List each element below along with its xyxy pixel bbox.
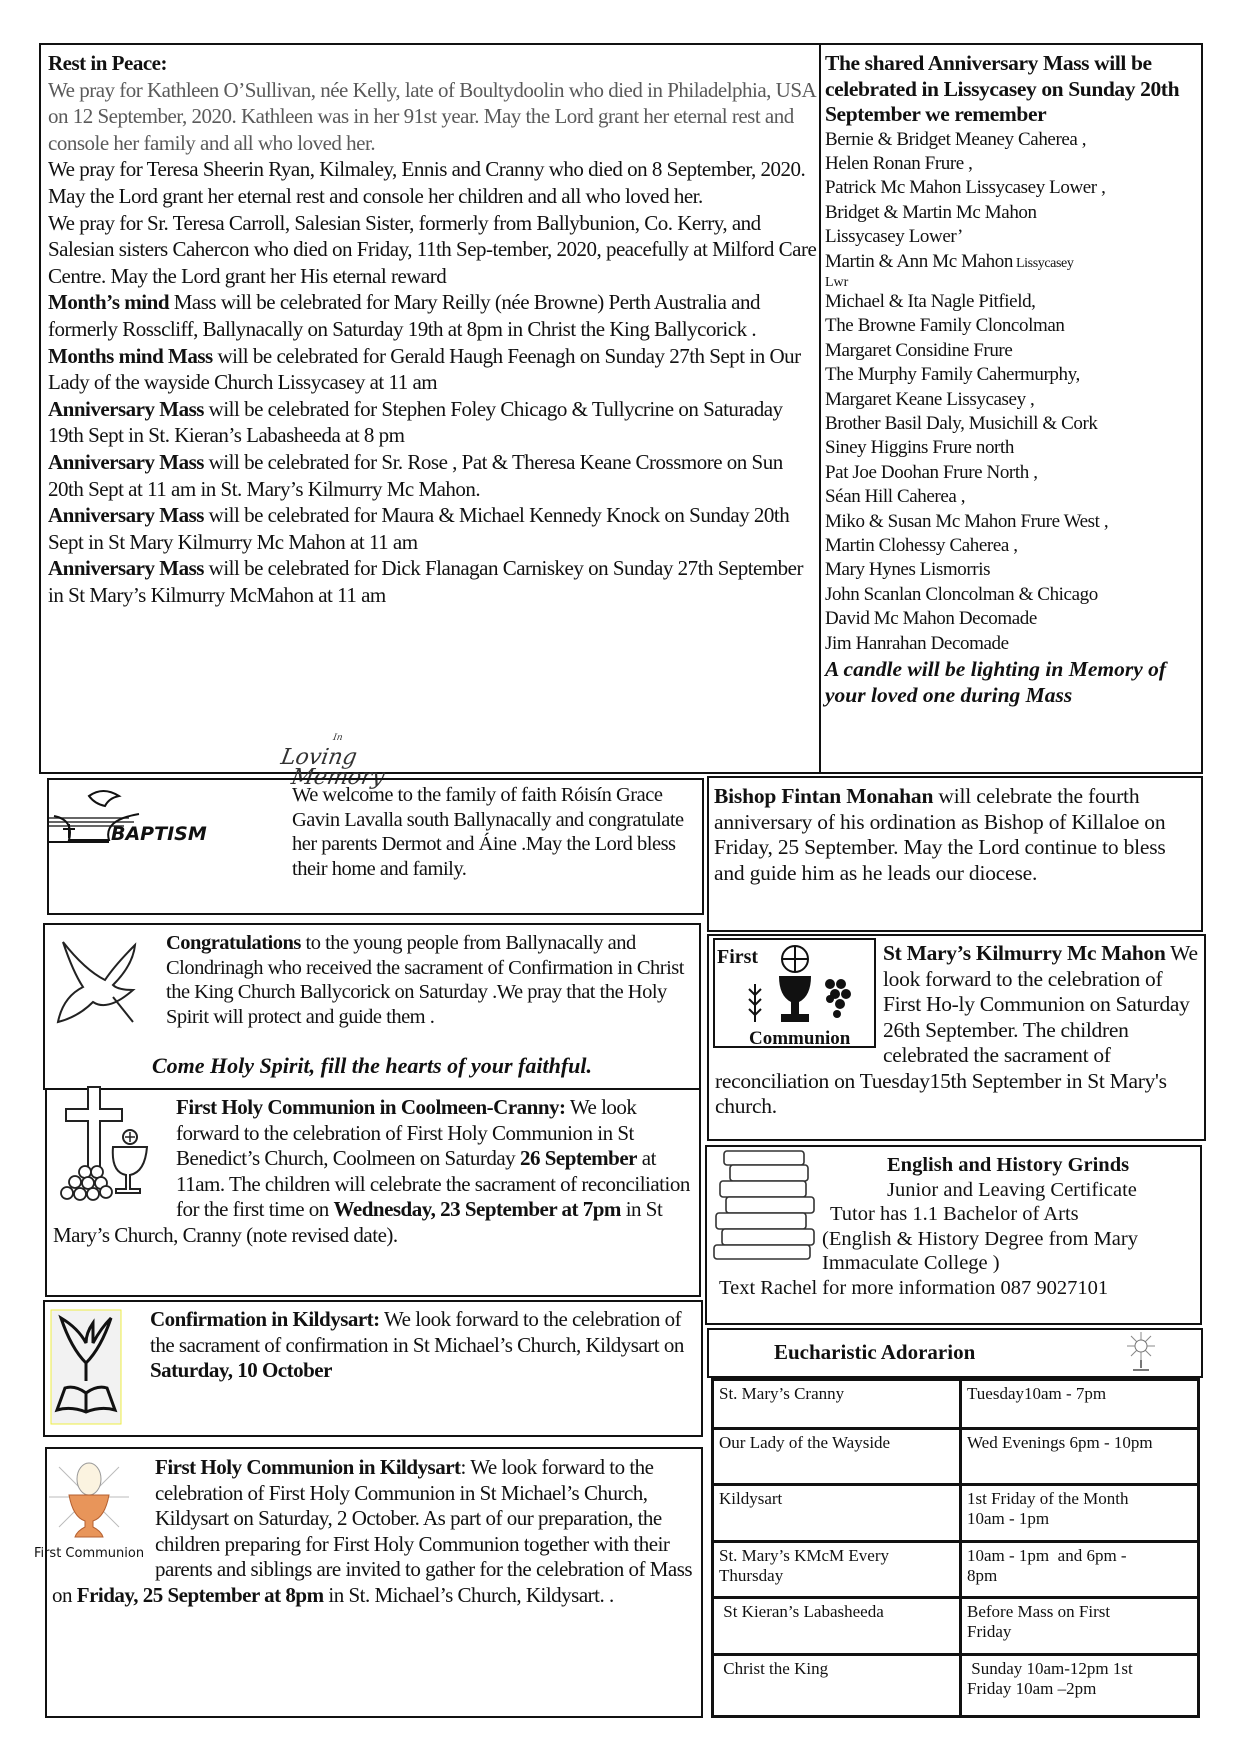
grinds-contact[interactable]: Text Rachel for more information 087 9027101 (719, 1276, 1109, 1299)
name-text: Margaret Keane Lissycasey , (825, 388, 1035, 410)
remembered-name (825, 225, 1200, 249)
name-text: Mary Hynes Lismorris (825, 559, 991, 581)
anniversary-paragraph (48, 555, 818, 608)
adoration-header (707, 1328, 1203, 1378)
remembered-name (825, 412, 1200, 436)
remembered-name (825, 314, 1200, 338)
adoration-place: Christ the King (714, 1656, 962, 1715)
name-text: Bernie & Bridget Meaney Caherea , (825, 128, 1087, 150)
adoration-row (714, 1596, 1197, 1652)
shared-anniversary-heading: The shared Anniversary Mass will be celebrated in Lissycasey on Sunday 20th September we remember (825, 51, 1180, 126)
remembered-name (825, 388, 1200, 412)
st-marys-communion-notice (707, 934, 1206, 1141)
bold-text: Bishop Fintan Monahan (714, 784, 934, 808)
text-segment: at 11am. The children will celebrate the sacrament of reconciliation for the first time on (176, 1146, 690, 1221)
adoration-place: St Kieran’s Labasheeda (714, 1599, 962, 1652)
adoration-place: Kildysart (714, 1486, 962, 1539)
text-segment: will be celebrated for Dick Flanagan Carniskey on Sunday 27th September in St Mary’s Kilmurry McMahon at 11 am (48, 556, 803, 607)
bold-text: First Holy Communion in Kildysart (155, 1455, 461, 1479)
name-text: John Scanlan Cloncolman & Chicago (825, 583, 1098, 605)
name-text: Siney Higgins Frure north (825, 437, 1014, 459)
confirmation-congratulations (43, 923, 701, 1090)
coolmeen-communion-notice (45, 1089, 701, 1297)
text-segment: We pray for Kathleen O’Sullivan, née Kelly, late of Boultydoolin who died in Philadelphia, USA on 12 September, 2020. Kathleen was in her 91st year. May the Lord grant her eternal rest and console her family and all who loved her. (48, 77, 816, 155)
remembered-name (825, 128, 1200, 152)
adoration-row (714, 1427, 1197, 1483)
anniversary-paragraph (48, 396, 818, 449)
remembered-name (825, 176, 1200, 200)
rip-paragraph (48, 210, 818, 290)
bold-text: Anniversary Mass (48, 396, 204, 421)
months-mind-paragraph (48, 289, 818, 342)
text-segment: We look forward to the celebration of First Ho-ly Communion on Saturday 26th September. The children celebrated the sacrament of reconciliation on Tuesday15th September in St Mary's church. (715, 941, 1198, 1118)
remembered-name (825, 583, 1200, 607)
name-text: David Mc Mahon Decomade (825, 608, 1037, 630)
remembered-name (825, 534, 1200, 558)
adoration-time: Before Mass on First Friday (967, 1602, 1115, 1642)
bold-text: Anniversary Mass (48, 449, 204, 474)
loving-memory-logo: In Loving Memory (275, 733, 387, 790)
baptism-text: We welcome to the family of faith Róisín Grace Gavin Lavalla south Ballynacally and congratulate her parents Dermot and Áine .May the Lord bless their home and family. (292, 784, 684, 880)
remembered-name (825, 510, 1200, 534)
bold-text: Congratulations (166, 932, 301, 954)
bold-text: Wednesday, 23 September at 7pm (333, 1197, 621, 1221)
grinds-level: Junior and Leaving Certificate (887, 1178, 1137, 1201)
coolmeen-text (53, 1095, 693, 1248)
text-segment: We look forward to the celebration of the sacrament of confirmation in St Michael’s Church, Kildysart on (150, 1307, 684, 1357)
baptism-dove-shell-icon (49, 788, 269, 844)
name-text: Michael & Ita Nagle Pitfield, (825, 290, 1036, 312)
grinds-degree: (English & History Degree from Mary Immaculate College ) (822, 1227, 1138, 1274)
adoration-time: 10am - 1pm and 6pm - 8pm (967, 1545, 1131, 1585)
remembered-name (825, 558, 1200, 582)
name-text: Lissycasey Lower’ (825, 226, 963, 248)
bold-text: First Holy Communion in Coolmeen-Cranny: (176, 1095, 566, 1119)
name-text: Brother Basil Daly, Musichill & Cork (825, 412, 1098, 434)
anniversary-paragraph (48, 502, 818, 555)
first-communion-icon: First Communion (713, 938, 876, 1048)
shared-anniversary-column (825, 51, 1200, 708)
name-suffix: Lissycasey (1012, 255, 1074, 271)
bold-text: Anniversary Mass (48, 556, 204, 581)
bold-text: Saturday, 10 October (150, 1358, 332, 1382)
remembered-name (825, 632, 1200, 656)
grinds-text (707, 1153, 1200, 1300)
adoration-place: Our Lady of the Wayside (714, 1430, 962, 1483)
adoration-time: 1st Friday of the Month 10am - 1pm (967, 1489, 1133, 1529)
remembered-name (825, 607, 1200, 631)
adoration-title: Eucharistic Adorarion (774, 1340, 976, 1364)
text-segment: will be celebrated for Gerald Haugh Feenagh on Sunday 27th Sept in Our Lady of the wayside Church Lissycasey at 11 am (48, 343, 801, 395)
text-segment: will be celebrated for Sr. Rose , Pat & Theresa Keane Crossmore on Sun 20th Sept at 11 am in St. Mary’s Kilmurry Mc Mahon. (48, 449, 783, 501)
bishop-text (714, 784, 1194, 886)
name-text: The Browne Family Cloncolman (825, 315, 1065, 337)
text-segment: to the young people from Ballynacally and Clondrinagh who received the sacrament of Confirmation in Christ the King Church Ballycorick on Saturday .We pray that the Holy Spirit will protect and guide them . (166, 932, 684, 1028)
bold-text: St Mary’s Kilmurry Mc Mahon (883, 941, 1166, 965)
adoration-place: St. Mary’s Cranny (714, 1381, 962, 1427)
name-text: Martin Clohessy Caherea , (825, 535, 1018, 556)
text-segment: will be celebrated for Maura & Michael Kennedy Knock on Sunday 20th Sept in St Mary Kilmurry Mc Mahon at 11 am (48, 503, 790, 554)
bold-text: 26 September (519, 1146, 637, 1170)
adoration-place: St. Mary’s KMcM Every Thursday (714, 1543, 962, 1596)
bold-text: Months mind Mass (48, 343, 213, 368)
rip-paragraph (48, 77, 818, 157)
kildysart-communion-text (52, 1455, 697, 1608)
anniversary-paragraph (48, 449, 818, 502)
name-text: The Murphy Family Cahermurphy, (825, 364, 1080, 386)
name-text: Jim Hanrahan Decomade (825, 632, 1009, 654)
name-text: Séan Hill Caherea , (825, 486, 966, 508)
bold-text: Anniversary Mass (48, 503, 204, 528)
adoration-row (714, 1540, 1197, 1596)
text-segment: : We look forward to the celebration of First Holy Communion in St Michael’s Church, Kildysart on Saturday, 2 October. As part of our preparation, the children preparing for First Holy Communion together with their parents and siblings are invited to gather for the celebration of Mass on (52, 1455, 693, 1607)
rip-heading: Rest in Peace: (48, 51, 167, 75)
monstrance-icon (1121, 1330, 1161, 1374)
name-text: Bridget & Martin Mc Mahon (825, 201, 1037, 223)
remembered-name (825, 339, 1200, 363)
text-segment: Mass will be celebrated for Mary Reilly (née Browne) Perth Australia and formerly Rosscliff, Ballynacally on Saturday 19th at 8pm in Christ the King Ballycorick . (48, 290, 760, 341)
grinds-qualification: Tutor has 1.1 Bachelor of Arts (830, 1203, 1079, 1225)
bishop-notice (707, 776, 1203, 932)
name-text: Helen Ronan Frure , (825, 152, 973, 174)
text-segment: will be celebrated for Stephen Foley Chicago & Tullycrine on Saturaday 19th Sept in St. Kieran’s Labasheeda at 8 pm (48, 396, 783, 448)
svg-text:First Communion: First Communion (33, 1546, 145, 1561)
congratulations-text (51, 931, 691, 1031)
adoration-row (714, 1381, 1197, 1427)
text-segment: will celebrate the fourth anniversary of his ordination as Bishop of Killaloe on Friday, 25 September. May the Lord continue to bless and guide him as he leads our diocese. (714, 784, 1166, 885)
months-mind-paragraph (48, 343, 818, 396)
remembered-name (825, 290, 1200, 314)
adoration-time: Tuesday10am - 7pm (967, 1384, 1107, 1403)
name-suffix: Lwr (825, 274, 849, 290)
confirmation-text (150, 1307, 700, 1384)
candle-note: A candle will be lighting in Memory of your loved one during Mass (825, 657, 1167, 708)
text-segment: We look forward to the celebration of First Holy Communion in St Benedict’s Church, Coolmeen on Saturday (176, 1095, 637, 1170)
st-marys-text (715, 941, 1200, 1120)
baptism-notice (47, 778, 704, 915)
grinds-title: English and History Grinds (887, 1154, 1130, 1176)
remembered-name (825, 152, 1200, 176)
column-divider (819, 45, 821, 772)
text-segment: We pray for Sr. Teresa Carroll, Salesian Sister, formerly from Ballybunion, Co. Kerry, and Salesian sisters Cahercon who died on Friday, 11th Sep-tember, 2020, peacefully at Milford Care Centre. May the Lord grant her His eternal reward (48, 210, 817, 288)
bold-text: Month’s mind (48, 290, 169, 315)
kildysart-communion-notice (33, 1447, 703, 1718)
remembered-name (825, 250, 1200, 276)
adoration-row (714, 1653, 1197, 1715)
remembered-names-list (825, 128, 1200, 657)
holy-spirit-prayer: Come Holy Spirit, fill the hearts of your faithful. (151, 1053, 593, 1078)
name-text: Miko & Susan Mc Mahon Frure West , (825, 510, 1109, 532)
remembered-name (825, 461, 1200, 485)
text-segment: in St. Michael’s Church, Kildysart. . (323, 1582, 614, 1607)
holy-spirit-bible-icon (51, 1310, 121, 1424)
remembered-name (825, 436, 1200, 460)
adoration-table (711, 1378, 1200, 1718)
grinds-advert (705, 1145, 1202, 1325)
bold-text: Confirmation in Kildysart: (150, 1307, 380, 1331)
rip-paragraph (48, 156, 818, 209)
name-text: Margaret Considine Frure (825, 339, 1013, 361)
adoration-time: Wed Evenings 6pm - 10pm (967, 1432, 1153, 1452)
remembered-name (825, 485, 1200, 509)
bold-text: Friday, 25 September at 8pm (76, 1582, 324, 1607)
name-text: Pat Joe Doohan Frure North , (825, 461, 1038, 483)
rip-column (48, 50, 818, 608)
text-segment: We pray for Teresa Sheerin Ryan, Kilmaley, Ennis and Cranny who died on 8 September, 2020. May the Lord grant her eternal rest and console her children and all who loved her. (48, 157, 806, 208)
congratulations-body (166, 932, 684, 1028)
text-segment: in St Mary’s Church, Cranny (note revised date). (53, 1197, 663, 1247)
confirmation-kildysart-notice (43, 1300, 703, 1437)
rest-in-peace-section (39, 43, 1203, 790)
name-text: Patrick Mc Mahon Lissycasey Lower , (825, 177, 1106, 199)
adoration-row (714, 1483, 1197, 1539)
remembered-name (825, 201, 1200, 225)
adoration-time: Sunday 10am-12pm 1st Friday 10am –2pm (967, 1658, 1137, 1698)
name-text: Martin & Ann Mc Mahon (825, 250, 1013, 272)
svg-text:BAPTISM: BAPTISM (111, 823, 207, 845)
remembered-name (825, 363, 1200, 387)
